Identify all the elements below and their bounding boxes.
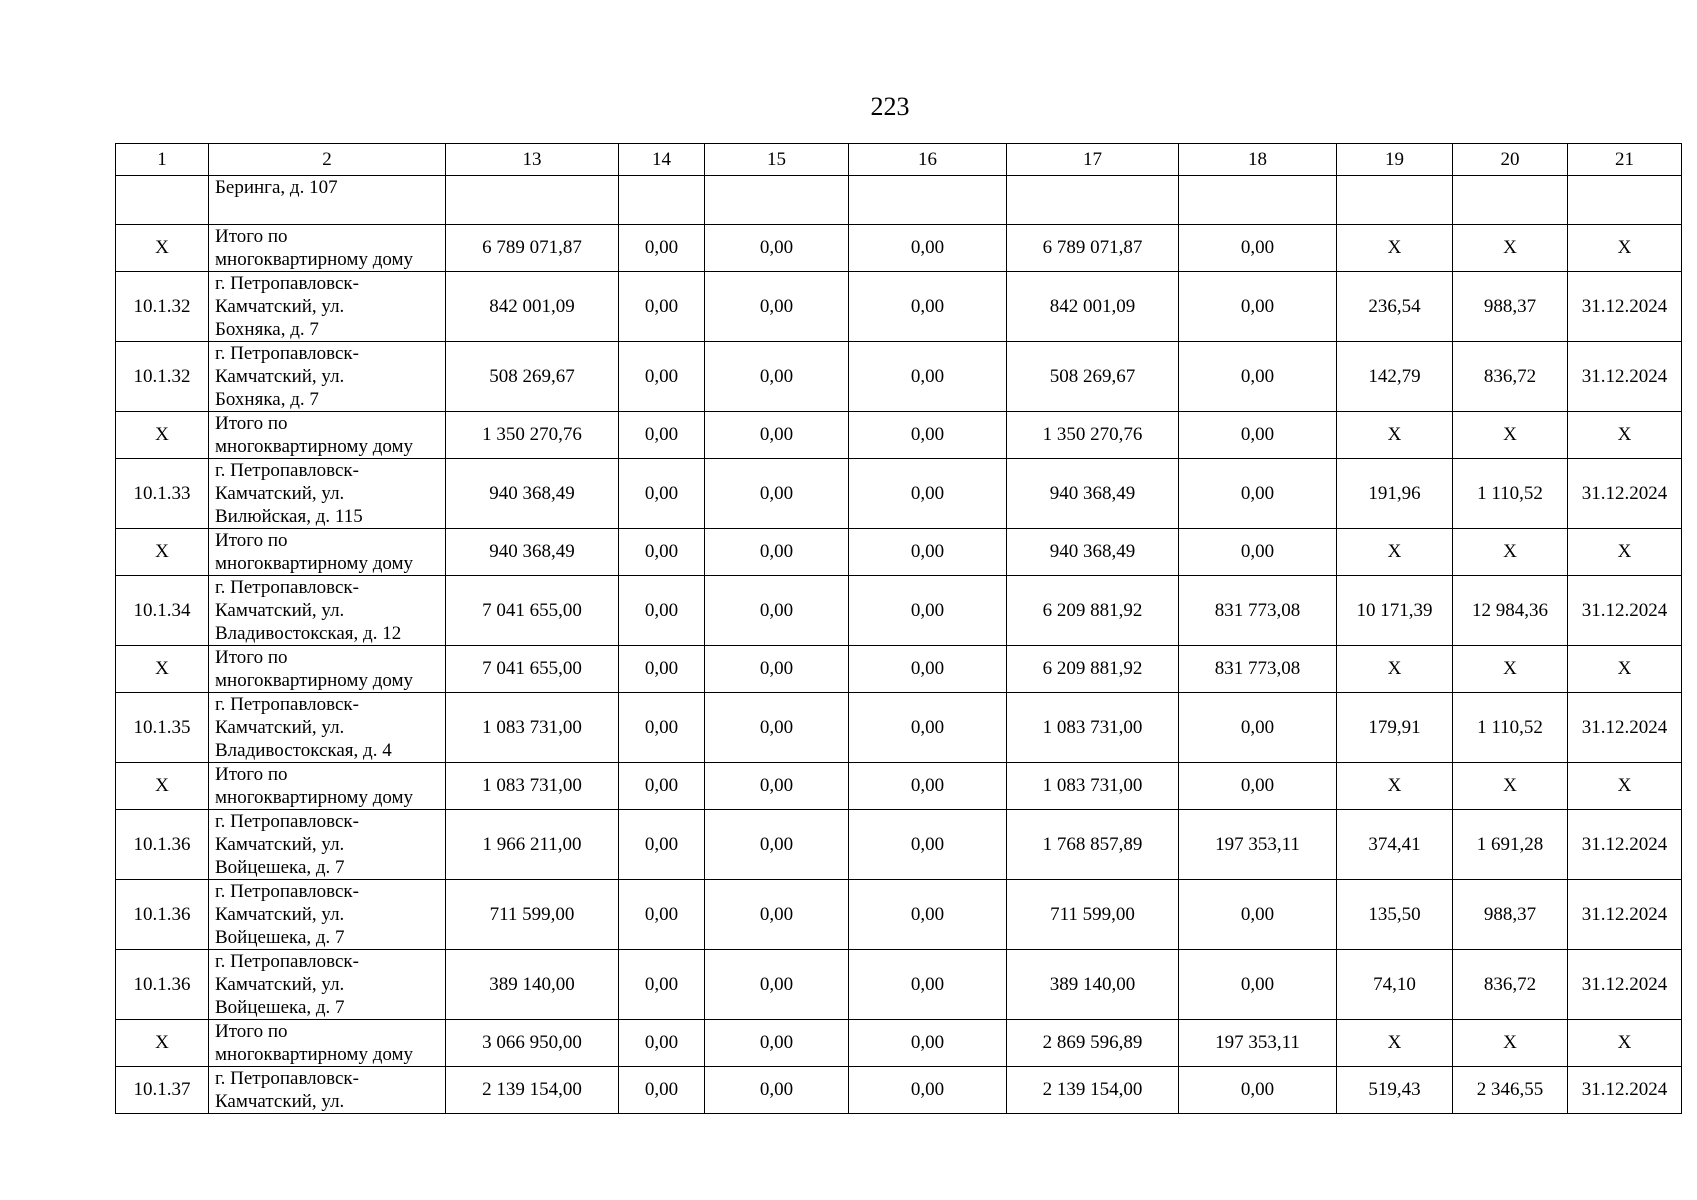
cost-owners-cell: 0,00: [1179, 529, 1337, 576]
table-row: [116, 810, 1682, 880]
address-cell: г. Петропавловск- Камчатский, ул. Войцешека, д. 7: [209, 880, 446, 950]
cost-fund-cell: 711 599,00: [1007, 880, 1179, 950]
cost-regional-cell: 0,00: [705, 646, 849, 693]
cost-federal-cell: 0,00: [619, 880, 705, 950]
cost-per-sqm-cell: X: [1337, 1020, 1453, 1067]
cost-limit-cell: 1 691,28: [1453, 810, 1568, 880]
row-code-cell: 10.1.33: [116, 459, 209, 529]
cost-fund-cell: 6 209 881,92: [1007, 646, 1179, 693]
address-cell: г. Петропавловск- Камчатский, ул. Владивостокская, д. 12: [209, 576, 446, 646]
column-header: 15: [705, 144, 849, 176]
completion-date-cell: [1568, 176, 1682, 225]
completion-date-cell: 31.12.2024: [1568, 459, 1682, 529]
cost-total-cell: 6 789 071,87: [446, 225, 619, 272]
cost-limit-cell: X: [1453, 646, 1568, 693]
cost-total-cell: 389 140,00: [446, 950, 619, 1020]
row-code-cell: X: [116, 646, 209, 693]
cost-local-cell: 0,00: [849, 576, 1007, 646]
cost-limit-cell: 2 346,55: [1453, 1067, 1568, 1114]
cost-federal-cell: 0,00: [619, 225, 705, 272]
row-code-cell: 10.1.35: [116, 693, 209, 763]
cost-per-sqm-cell: 10 171,39: [1337, 576, 1453, 646]
cost-regional-cell: 0,00: [705, 763, 849, 810]
cost-local-cell: 0,00: [849, 646, 1007, 693]
cost-limit-cell: X: [1453, 1020, 1568, 1067]
row-code-cell: X: [116, 1020, 209, 1067]
completion-date-cell: X: [1568, 646, 1682, 693]
cost-fund-cell: 940 368,49: [1007, 459, 1179, 529]
cost-fund-cell: 2 139 154,00: [1007, 1067, 1179, 1114]
row-code-cell: 10.1.36: [116, 880, 209, 950]
cost-total-cell: 3 066 950,00: [446, 1020, 619, 1067]
address-cell: Итого по многоквартирному дому: [209, 763, 446, 810]
cost-limit-cell: X: [1453, 763, 1568, 810]
cost-fund-cell: 508 269,67: [1007, 342, 1179, 412]
cost-limit-cell: 988,37: [1453, 272, 1568, 342]
completion-date-cell: 31.12.2024: [1568, 342, 1682, 412]
cost-fund-cell: 940 368,49: [1007, 529, 1179, 576]
subtotal-row: [116, 646, 1682, 693]
cost-per-sqm-cell: X: [1337, 225, 1453, 272]
row-code-cell: [116, 176, 209, 225]
address-cell: Итого по многоквартирному дому: [209, 412, 446, 459]
column-header: 19: [1337, 144, 1453, 176]
cost-federal-cell: 0,00: [619, 763, 705, 810]
address-cell: г. Петропавловск- Камчатский, ул. Вилюйская, д. 115: [209, 459, 446, 529]
row-code-cell: 10.1.34: [116, 576, 209, 646]
cost-federal-cell: 0,00: [619, 1067, 705, 1114]
cost-owners-cell: [1179, 176, 1337, 225]
cost-fund-cell: 6 209 881,92: [1007, 576, 1179, 646]
address-cell: г. Петропавловск- Камчатский, ул. Войцешека, д. 7: [209, 810, 446, 880]
cost-regional-cell: 0,00: [705, 1020, 849, 1067]
cost-per-sqm-cell: 519,43: [1337, 1067, 1453, 1114]
cost-local-cell: 0,00: [849, 412, 1007, 459]
column-header: 14: [619, 144, 705, 176]
cost-owners-cell: 197 353,11: [1179, 810, 1337, 880]
cost-fund-cell: 1 350 270,76: [1007, 412, 1179, 459]
cost-local-cell: 0,00: [849, 1020, 1007, 1067]
cost-fund-cell: 389 140,00: [1007, 950, 1179, 1020]
cost-per-sqm-cell: 74,10: [1337, 950, 1453, 1020]
cost-fund-cell: 1 083 731,00: [1007, 693, 1179, 763]
cost-limit-cell: X: [1453, 529, 1568, 576]
column-header: 1: [116, 144, 209, 176]
completion-date-cell: 31.12.2024: [1568, 1067, 1682, 1114]
cost-limit-cell: 1 110,52: [1453, 693, 1568, 763]
cost-regional-cell: 0,00: [705, 1067, 849, 1114]
cost-regional-cell: [705, 176, 849, 225]
address-cell: Итого по многоквартирному дому: [209, 1020, 446, 1067]
cost-limit-cell: 1 110,52: [1453, 459, 1568, 529]
cost-local-cell: 0,00: [849, 529, 1007, 576]
cost-total-cell: 2 139 154,00: [446, 1067, 619, 1114]
cost-federal-cell: 0,00: [619, 342, 705, 412]
cost-per-sqm-cell: 236,54: [1337, 272, 1453, 342]
cost-local-cell: 0,00: [849, 950, 1007, 1020]
completion-date-cell: 31.12.2024: [1568, 272, 1682, 342]
completion-date-cell: 31.12.2024: [1568, 880, 1682, 950]
completion-date-cell: X: [1568, 763, 1682, 810]
cost-total-cell: 1 083 731,00: [446, 763, 619, 810]
works-table: [115, 143, 1682, 1114]
row-code-cell: X: [116, 225, 209, 272]
table-row: [116, 576, 1682, 646]
column-header: 16: [849, 144, 1007, 176]
cost-fund-cell: 2 869 596,89: [1007, 1020, 1179, 1067]
cost-limit-cell: 12 984,36: [1453, 576, 1568, 646]
address-cell: Беринга, д. 107: [209, 176, 446, 225]
cost-federal-cell: 0,00: [619, 272, 705, 342]
cost-regional-cell: 0,00: [705, 412, 849, 459]
cost-per-sqm-cell: 179,91: [1337, 693, 1453, 763]
cost-total-cell: 940 368,49: [446, 459, 619, 529]
completion-date-cell: 31.12.2024: [1568, 576, 1682, 646]
subtotal-row: [116, 763, 1682, 810]
cost-fund-cell: 6 789 071,87: [1007, 225, 1179, 272]
cost-limit-cell: X: [1453, 225, 1568, 272]
cost-limit-cell: X: [1453, 412, 1568, 459]
cost-per-sqm-cell: [1337, 176, 1453, 225]
cost-federal-cell: 0,00: [619, 412, 705, 459]
cost-regional-cell: 0,00: [705, 576, 849, 646]
cost-per-sqm-cell: X: [1337, 763, 1453, 810]
cost-federal-cell: 0,00: [619, 529, 705, 576]
cost-total-cell: 508 269,67: [446, 342, 619, 412]
table-row: [116, 272, 1682, 342]
cost-owners-cell: 0,00: [1179, 950, 1337, 1020]
cost-total-cell: 940 368,49: [446, 529, 619, 576]
cost-regional-cell: 0,00: [705, 225, 849, 272]
column-header: 2: [209, 144, 446, 176]
address-cell: г. Петропавловск- Камчатский, ул. Войцешека, д. 7: [209, 950, 446, 1020]
cost-total-cell: 1 083 731,00: [446, 693, 619, 763]
cost-local-cell: 0,00: [849, 763, 1007, 810]
cost-owners-cell: 0,00: [1179, 225, 1337, 272]
cost-per-sqm-cell: 374,41: [1337, 810, 1453, 880]
cost-local-cell: 0,00: [849, 693, 1007, 763]
completion-date-cell: 31.12.2024: [1568, 950, 1682, 1020]
cost-regional-cell: 0,00: [705, 693, 849, 763]
table-row: [116, 176, 1682, 225]
row-code-cell: 10.1.36: [116, 950, 209, 1020]
cost-total-cell: [446, 176, 619, 225]
table-body: [116, 176, 1682, 1114]
table-row: [116, 880, 1682, 950]
cost-total-cell: 842 001,09: [446, 272, 619, 342]
row-code-cell: 10.1.37: [116, 1067, 209, 1114]
cost-owners-cell: 0,00: [1179, 1067, 1337, 1114]
cost-federal-cell: 0,00: [619, 693, 705, 763]
cost-federal-cell: 0,00: [619, 1020, 705, 1067]
cost-total-cell: 1 966 211,00: [446, 810, 619, 880]
completion-date-cell: 31.12.2024: [1568, 810, 1682, 880]
address-cell: Итого по многоквартирному дому: [209, 529, 446, 576]
column-header: 13: [446, 144, 619, 176]
cost-local-cell: 0,00: [849, 225, 1007, 272]
cost-regional-cell: 0,00: [705, 810, 849, 880]
cost-per-sqm-cell: X: [1337, 412, 1453, 459]
column-header: 21: [1568, 144, 1682, 176]
cost-per-sqm-cell: 135,50: [1337, 880, 1453, 950]
row-code-cell: X: [116, 529, 209, 576]
cost-total-cell: 7 041 655,00: [446, 576, 619, 646]
row-code-cell: 10.1.32: [116, 272, 209, 342]
cost-local-cell: 0,00: [849, 459, 1007, 529]
cost-total-cell: 1 350 270,76: [446, 412, 619, 459]
cost-federal-cell: 0,00: [619, 950, 705, 1020]
cost-fund-cell: 842 001,09: [1007, 272, 1179, 342]
row-code-cell: 10.1.32: [116, 342, 209, 412]
table-row: [116, 1067, 1682, 1114]
cost-federal-cell: 0,00: [619, 459, 705, 529]
address-cell: г. Петропавловск- Камчатский, ул. Бохняка, д. 7: [209, 342, 446, 412]
cost-owners-cell: 0,00: [1179, 342, 1337, 412]
cost-regional-cell: 0,00: [705, 342, 849, 412]
row-code-cell: X: [116, 412, 209, 459]
subtotal-row: [116, 529, 1682, 576]
cost-per-sqm-cell: 142,79: [1337, 342, 1453, 412]
cost-owners-cell: 0,00: [1179, 763, 1337, 810]
cost-total-cell: 711 599,00: [446, 880, 619, 950]
cost-local-cell: 0,00: [849, 1067, 1007, 1114]
cost-federal-cell: [619, 176, 705, 225]
cost-total-cell: 7 041 655,00: [446, 646, 619, 693]
cost-owners-cell: 197 353,11: [1179, 1020, 1337, 1067]
cost-owners-cell: 831 773,08: [1179, 646, 1337, 693]
cost-per-sqm-cell: 191,96: [1337, 459, 1453, 529]
cost-owners-cell: 0,00: [1179, 272, 1337, 342]
cost-limit-cell: 836,72: [1453, 950, 1568, 1020]
cost-federal-cell: 0,00: [619, 576, 705, 646]
table-row: [116, 342, 1682, 412]
cost-owners-cell: 0,00: [1179, 880, 1337, 950]
cost-owners-cell: 831 773,08: [1179, 576, 1337, 646]
subtotal-row: [116, 412, 1682, 459]
cost-limit-cell: [1453, 176, 1568, 225]
cost-federal-cell: 0,00: [619, 810, 705, 880]
cost-owners-cell: 0,00: [1179, 459, 1337, 529]
cost-owners-cell: 0,00: [1179, 412, 1337, 459]
cost-per-sqm-cell: X: [1337, 529, 1453, 576]
address-cell: г. Петропавловск- Камчатский, ул.: [209, 1067, 446, 1114]
cost-local-cell: [849, 176, 1007, 225]
cost-per-sqm-cell: X: [1337, 646, 1453, 693]
completion-date-cell: X: [1568, 225, 1682, 272]
subtotal-row: [116, 225, 1682, 272]
cost-regional-cell: 0,00: [705, 459, 849, 529]
cost-local-cell: 0,00: [849, 342, 1007, 412]
cost-regional-cell: 0,00: [705, 272, 849, 342]
row-code-cell: X: [116, 763, 209, 810]
cost-regional-cell: 0,00: [705, 950, 849, 1020]
cost-fund-cell: [1007, 176, 1179, 225]
cost-local-cell: 0,00: [849, 880, 1007, 950]
subtotal-row: [116, 1020, 1682, 1067]
cost-regional-cell: 0,00: [705, 880, 849, 950]
address-cell: г. Петропавловск- Камчатский, ул. Бохняка, д. 7: [209, 272, 446, 342]
column-header: 20: [1453, 144, 1568, 176]
completion-date-cell: 31.12.2024: [1568, 693, 1682, 763]
cost-regional-cell: 0,00: [705, 529, 849, 576]
table-row: [116, 693, 1682, 763]
table-row: [116, 459, 1682, 529]
cost-limit-cell: 836,72: [1453, 342, 1568, 412]
address-cell: Итого по многоквартирному дому: [209, 225, 446, 272]
page-number: 223: [870, 92, 910, 121]
table-row: [116, 950, 1682, 1020]
cost-limit-cell: 988,37: [1453, 880, 1568, 950]
column-header: 17: [1007, 144, 1179, 176]
cost-fund-cell: 1 083 731,00: [1007, 763, 1179, 810]
address-cell: г. Петропавловск- Камчатский, ул. Владивостокская, д. 4: [209, 693, 446, 763]
completion-date-cell: X: [1568, 412, 1682, 459]
cost-local-cell: 0,00: [849, 272, 1007, 342]
completion-date-cell: X: [1568, 529, 1682, 576]
cost-federal-cell: 0,00: [619, 646, 705, 693]
cost-owners-cell: 0,00: [1179, 693, 1337, 763]
address-cell: Итого по многоквартирному дому: [209, 646, 446, 693]
row-code-cell: 10.1.36: [116, 810, 209, 880]
column-number-row: [116, 144, 1682, 176]
column-header: 18: [1179, 144, 1337, 176]
cost-local-cell: 0,00: [849, 810, 1007, 880]
cost-fund-cell: 1 768 857,89: [1007, 810, 1179, 880]
completion-date-cell: X: [1568, 1020, 1682, 1067]
